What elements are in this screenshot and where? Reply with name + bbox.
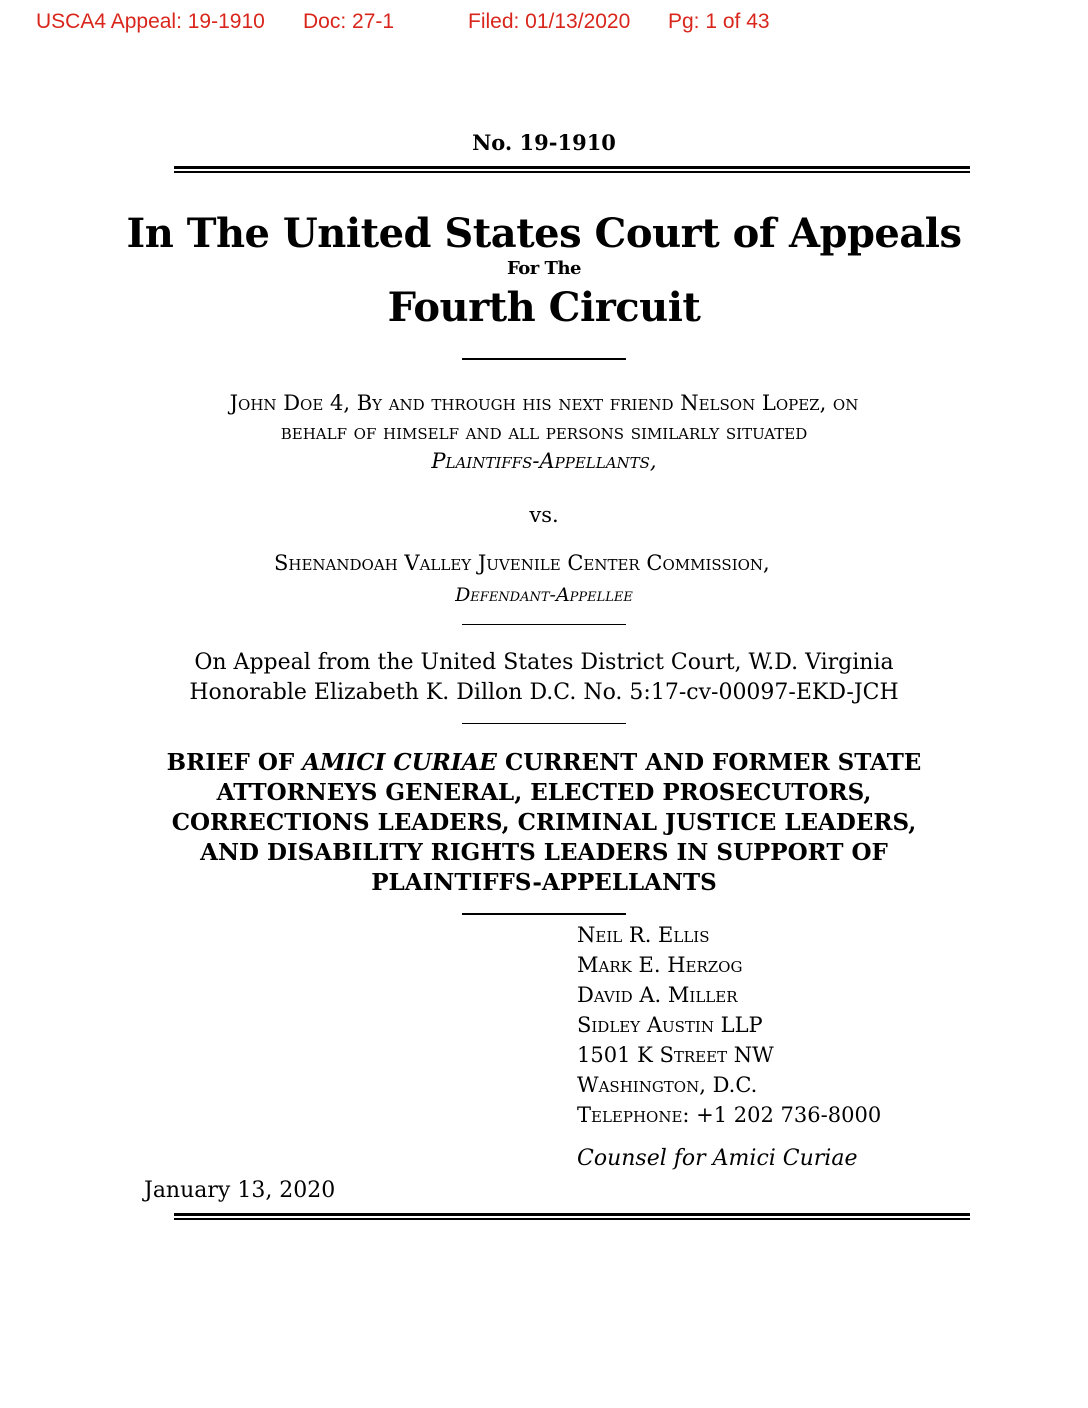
court-name-line1: In The United States Court of Appeals (126, 210, 962, 257)
brief-title-line3: CORRECTIONS LEADERS, CRIMINAL JUSTICE LEADERS, (171, 809, 917, 836)
counsel-line: David A. Miller (577, 983, 738, 1007)
counsel-line: 1501 K Street NW (577, 1043, 774, 1067)
stamp-appeal-number: USCA4 Appeal: 19-1910 (36, 10, 265, 33)
versus: vs. (529, 503, 559, 527)
appeal-from-line1: On Appeal from the United States District Court, W.D. Virginia (194, 650, 894, 675)
counsel-line: Mark E. Herzog (577, 953, 743, 977)
plaintiffs-line1: John Doe 4, By and through his next friend Nelson Lopez, on (229, 391, 859, 415)
court-name-line3: Fourth Circuit (387, 284, 701, 331)
brief-title-line5: PLAINTIFFS-APPELLANTS (371, 869, 717, 896)
court-name-line2: For The (507, 258, 581, 279)
counsel-line: Telephone: +1 202 736-8000 (577, 1103, 882, 1127)
divider-rule (462, 358, 626, 360)
bottom-double-rule (174, 1213, 970, 1220)
counsel-block (577, 920, 881, 1130)
divider-rule (462, 723, 626, 724)
appeal-from-line2: Honorable Elizabeth K. Dillon D.C. No. 5:17-cv-00097-EKD-JCH (189, 680, 899, 705)
plaintiffs-role: Plaintiffs-Appellants, (431, 449, 657, 473)
filing-date: January 13, 2020 (144, 1178, 336, 1203)
counsel-role: Counsel for Amici Curiae (577, 1146, 858, 1171)
stamp-doc-number: Doc: 27-1 (303, 10, 395, 33)
case-number: No. 19-1910 (472, 130, 616, 155)
counsel-line: Neil R. Ellis (577, 923, 710, 947)
stamp-filed-date: Filed: 01/13/2020 (468, 10, 631, 33)
brief-title (0, 748, 1088, 898)
stamp-page-count: Pg: 1 of 43 (668, 10, 770, 33)
divider-rule (462, 624, 626, 625)
brief-title-line2: ATTORNEYS GENERAL, ELECTED PROSECUTORS, (216, 779, 872, 806)
brief-title-line1: BRIEF OF AMICI CURIAE CURRENT AND FORMER STATE (166, 749, 922, 776)
defendant-role: Defendant-Appellee (455, 584, 633, 606)
plaintiffs-line2: behalf of himself and all persons similarly situated (280, 420, 808, 444)
divider-rule (462, 913, 626, 915)
defendant-name: Shenandoah Valley Juvenile Center Commission, (274, 551, 770, 575)
brief-title-line4: AND DISABILITY RIGHTS LEADERS IN SUPPORT OF (200, 839, 888, 866)
counsel-line: Washington, D.C. (577, 1073, 758, 1097)
top-double-rule (174, 166, 970, 173)
counsel-line: Sidley Austin LLP (577, 1013, 763, 1037)
